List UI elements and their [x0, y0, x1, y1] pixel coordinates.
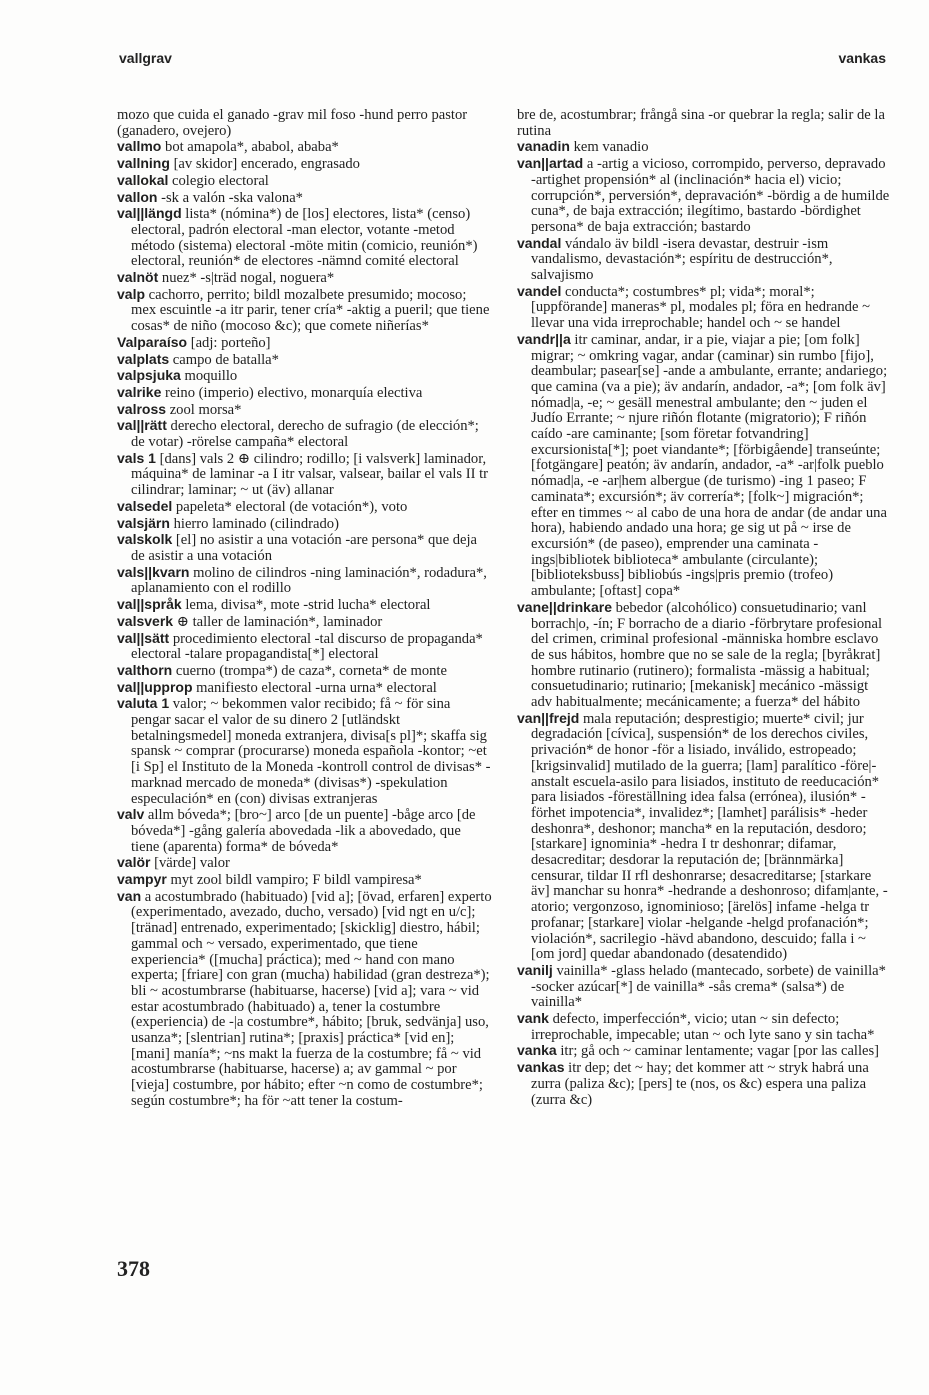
- page-number: 378: [117, 1256, 150, 1281]
- definition: itr dep; det ~ hay; det kommer att ~ stryk habrá una zurra (paliza &c); [pers] te (nos, os &c) espera una paliza (zurra &c): [531, 1060, 869, 1108]
- left-column: [117, 108, 492, 1110]
- definition: cuerno (trompa*) de caza*, corneta* de monte: [175, 662, 447, 679]
- dictionary-entry: [117, 385, 492, 402]
- dictionary-entry: [117, 270, 492, 287]
- dictionary-entry: [117, 402, 492, 419]
- headword: valsjärn: [117, 514, 170, 531]
- headword: valsedel: [117, 497, 173, 514]
- dictionary-entry: [117, 352, 492, 369]
- definition: cachorro, perrito; bildl mozalbete presumido; mocoso; mex escuintle -a itr parir, tener cría* -aktig a pueril; que tiene cosas* de niño (mocoso &c); que comete niñerías*: [131, 286, 490, 335]
- headword: valnöt: [117, 269, 159, 286]
- definition: kem vanadio: [573, 139, 649, 156]
- headword: val||språk: [117, 596, 182, 613]
- definition: zool morsa*: [169, 401, 242, 418]
- headword: vampyr: [117, 871, 167, 888]
- left-guide-word: vallgrav: [119, 50, 172, 66]
- definition: vándalo äv bildl -isera devastar, destruir -ism vandalismo, devastación*; espíritu de destrucción*, salvajismo: [531, 235, 833, 284]
- definition: hierro laminado (cilindrado): [173, 515, 339, 532]
- definition: procedimiento electoral -tal discurso de propaganda* electoral -talare propagandista[*] electoral: [131, 630, 483, 663]
- headword: valsverk: [117, 612, 174, 629]
- headword: val||sätt: [117, 629, 170, 646]
- headword: valör: [117, 854, 151, 871]
- headword: valuta 1: [117, 695, 170, 712]
- headword: valskolk: [117, 531, 173, 548]
- headword: vallmo: [117, 138, 162, 155]
- definition: papeleta* electoral (de votación*), voto: [175, 498, 408, 515]
- dictionary-entry: [117, 173, 492, 190]
- headword: van: [117, 887, 142, 904]
- headword: valrike: [117, 383, 162, 400]
- headword: vankas: [517, 1059, 565, 1076]
- definition: myt zool bildl vampiro; F bildl vampiresa*: [170, 872, 422, 889]
- dictionary-entry: [117, 206, 492, 270]
- dictionary-entry: [517, 108, 892, 139]
- dictionary-entry: [117, 631, 492, 663]
- definition: molino de cilindros -ning laminación*, rodadura*, aplanamiento con el rodillo: [131, 564, 487, 597]
- headword: vandel: [517, 282, 562, 299]
- headword: van||artad: [517, 155, 584, 172]
- headword: vallning: [117, 155, 170, 172]
- dictionary-entry: [517, 156, 892, 236]
- headword: vank: [517, 1010, 549, 1027]
- definition: [dans] vals 2 ⊕ cilindro; rodillo; [i valsverk] laminador, máquina* de laminar -a I itr valsar, valsear, bailar el vals II tr cilindrar; laminar; ~ ut (äv) allanar: [131, 450, 489, 499]
- headword: vals||kvarn: [117, 563, 190, 580]
- dictionary-entry: [517, 332, 892, 600]
- definition: valor; ~ bekommen valor recibido; få ~ för sina pengar sacar el valor de su dinero 2 [utländskt betalningsmedel] moneda extranjera, divisa[s pl]*; skaffa sig spansk ~ comprar (procurarse) moneda española -kontor; ~et [i Sp] el Instituto de la Moneda -kontroll control de divisas* -marknad mercado de moneda* (divisas*) -spekulation especulación* en (con) divisas extranjeras: [131, 696, 491, 807]
- definition: a acostumbrado (habituado) [vid a]; [övad, erfaren] experto (experimentado, avezado, ducho, versado) [vid ngt en u/c]; [tränad] entrenado, experimentado; [skicklig] diestro, hábil; gammal och ~ versado, experimentado, que tiene experiencia* ([mucha] práctica); med ~ hand con mano experta; [friare] con gran (mucha) habilidad (gran destreza*); bli ~ acostumbrarse (habituarse, hacerse) [vid a]; vara ~ vid estar acostumbrado (habituado) a, tener la costumbre (experiencia) de -|a costumbre*, hábito; [bruk, sedvänja] uso, usanza*; [slentrian] rutina*; [praxis] práctica* [vid en]; [mani] manía*; ~ns makt la fuerza de la costumbre; få ~ vid acostumbrarse (habituarse, hacerse) a; av gammal ~ por [vieja] costumbre, por hábito; efter ~n como de costumbre*; según costumbre*; ha för ~att tener la costum-: [131, 888, 492, 1109]
- headword: val||rätt: [117, 417, 167, 434]
- dictionary-entry: [117, 680, 492, 697]
- dictionary-entry: [117, 190, 492, 207]
- definition: [adj: porteño]: [190, 334, 271, 351]
- dictionary-entry: [117, 516, 492, 533]
- dictionary-entry: [117, 368, 492, 385]
- dictionary-entry: [517, 711, 892, 963]
- dictionary-entry: [117, 614, 492, 631]
- dictionary-entry: [117, 108, 492, 139]
- dictionary-entry: [117, 287, 492, 335]
- definition: mozo que cuida el ganado -grav mil foso -hund perro pastor (ganadero, ovejero): [117, 107, 468, 139]
- dictionary-entry: [117, 451, 492, 499]
- headword: vanilj: [517, 961, 553, 978]
- dictionary-entry: [117, 156, 492, 173]
- headword: valthorn: [117, 661, 173, 678]
- dictionary-entry: [517, 1060, 892, 1108]
- headword: vane||drinkare: [517, 598, 612, 615]
- dictionary-entry: [117, 597, 492, 614]
- definition: bebedor (alcohólico) consuetudinario; vanl borrach|o, -ín; F borracho de a diario -förbrytare profesional del crimen, criminal profesional -människa hombre esclavo de sus hábitos, hombre que no se sale de la regla; [byråkrat] hombre rutinario (rutinero); formalista -mässig a habitual; consuetudinario; rutinario; [mekanisk] mecánico -mässigt adv habitualmente; mecánicamente; a fuerza* del hábito: [531, 599, 883, 711]
- dictionary-entry: [517, 1011, 892, 1043]
- dictionary-entry: [117, 565, 492, 597]
- headword: vallon: [117, 188, 158, 205]
- dictionary-entry: [517, 139, 892, 156]
- dictionary-entry: [117, 499, 492, 516]
- headword: vals 1: [117, 449, 156, 466]
- headword: Valparaíso: [117, 333, 188, 350]
- definition: vainilla* -glass helado (mantecado, sorbete) de vainilla* -socker azúcar[*] de vainilla* -sås crema* (salsa*) de vainilla*: [531, 962, 886, 1011]
- definition: -sk a valón -ska valona*: [161, 189, 303, 206]
- headword: val||upprop: [117, 678, 193, 695]
- dictionary-entry: [517, 963, 892, 1011]
- dictionary-entry: [117, 855, 492, 872]
- headword: valplats: [117, 350, 170, 367]
- definition: a -artig a vicioso, corrompido, perverso, depravado -artighet propensión* al (inclinación* hacia el) vicio; corrupción*, perversión*, depravación* -bördig a de humilde cuna*, de baja extracción; ilegítimo, bastardo -bördighet persona* de baja extracción; bastardo: [531, 156, 890, 235]
- definition: moquillo: [184, 368, 238, 385]
- dictionary-entry: [117, 335, 492, 352]
- dictionary-entry: [117, 872, 492, 889]
- dictionary-entry: [517, 284, 892, 332]
- headword: valv: [117, 806, 145, 823]
- headword: valp: [117, 285, 146, 302]
- dictionary-entry: [117, 139, 492, 156]
- dictionary-entry: [117, 663, 492, 680]
- dictionary-entry: [117, 418, 492, 450]
- definition: itr caminar, andar, ir a pie, viajar a pie; [om folk] migrar; ~ omkring vagar, andar (caminar) sin rumbo [fijo], deambular; pasear[se] -ande a ambulante, errante; andariego; que camina (va a pie); äv andarín, andador, -a*; [om folk äv] nómad|a, -e; ~ gesäll menestral ambulante; den ~ juden el Judío Errante; ~ njure riñón flotante (migratorio); F riñón caído -are caminante; [som företar fotvandring] excursionista[*]; poet viandante*; [förbigående] transeúnte; [fotgängare] peatón; äv andarín, andador, -a* -ar|folk pueblo nómad|a, -e -ar|hem albergue (de turismo) -ing 1 paseo; F caminata*; excursión*; äv correría*; [folk~] migración*; efter en timmes ~ al cabo de una hora de andar (de andar una hora), habiendo andado una hora; ge sig ut på ~ irse de excursión* (de paseo), emprender una caminata -ings|bibliotek biblioteca* ambulante (circulante); [biblioteksbuss] bibliobús -ings|pris premio (trofeo) ambulante; [oftast] copa*: [531, 331, 888, 600]
- right-guide-word: vankas: [838, 50, 886, 66]
- definition: lema, divisa*, mote -strid lucha* electoral: [185, 597, 431, 614]
- headword: van||frejd: [517, 709, 580, 726]
- headword: vandr||a: [517, 330, 571, 347]
- dictionary-entry: [117, 696, 492, 807]
- definition: reino (imperio) electivo, monarquía electiva: [165, 384, 423, 401]
- definition: mala reputación; desprestigio; muerte* civil; jur degradación [cívica], suspensión* de los derechos civiles, privación* de honor -för a lisiado, inválido, estropeado; [krigsinvalid] mutilado de la guerra; [lam] paralítico -före|-anstalt escuela-asilo para lisiados, instituto de reeducación* para lisiados -föreställning idea falsa (errónea), ilusión* -förhet impotencia*, invalidez*; [lamhet] parálisis* -heder deshonra*, deshonor; mancha* en la reputación, desdoro; [starkare] ignominia* -hedra I tr deshonrar; difamar, desacreditar; desdorar la reputación de; [brännmärka] censurar, tildar II rfl deshonrarse; desacreditarse; [starkare äv] manchar su honra* -hedrande a deshonroso; difam|ante, -atorio; vergonzoso, ignominioso; [ärelös] infame -helga tr profanar; [starkare] violar -helgande -helgd profanación*; violación*, sacrilegio -hävd abandono, descuido; falla i ~ [om jord] quedar abandonado (desatendido): [531, 710, 888, 963]
- dictionary-entry: [117, 889, 492, 1110]
- definition: [av skidor] encerado, engrasado: [173, 156, 360, 173]
- dictionary-entry: [517, 1043, 892, 1060]
- definition: itr; gå och ~ caminar lentamente; vagar [por las calles]: [560, 1043, 880, 1060]
- right-column: [517, 108, 892, 1108]
- definition: derecho electoral, derecho de sufragio (de elección*; de votar) -rörelse campaña* electoral: [131, 418, 479, 451]
- headword: vandal: [517, 234, 562, 251]
- definition: defecto, imperfección*, vicio; utan ~ sin defecto; irreprochable, impecable; utan ~ och lyte sano y sin tacha*: [531, 1011, 875, 1043]
- definition: bre de, acostumbrar; frångå sina -or quebrar la regla; salir de la rutina: [517, 107, 885, 139]
- definition: conducta*; costumbres* pl; vida*; moral*; [uppförande] maneras* pl, modales pl; föra en hedrande ~ llevar una vida irreprochable; handel och ~ se handel: [531, 283, 870, 332]
- headword: valross: [117, 400, 167, 417]
- headword: valpsjuka: [117, 367, 181, 384]
- definition: bot amapola*, ababol, ababa*: [165, 139, 339, 156]
- headword: vanadin: [517, 138, 570, 155]
- headword: vallokal: [117, 171, 169, 188]
- headword: vanka: [517, 1042, 557, 1059]
- definition: ⊕ taller de laminación*, laminador: [176, 613, 383, 630]
- dictionary-entry: [517, 236, 892, 284]
- definition: [värde] valor: [154, 855, 230, 872]
- dictionary-entry: [117, 807, 492, 855]
- definition: colegio electoral: [172, 172, 269, 189]
- definition: manifiesto electoral -urna urna* electoral: [196, 679, 437, 696]
- definition: allm bóveda*; [bro~] arco [de un puente] -båge arco [de bóveda*] -gång galería abovedada -lik a abovedado, que tiene (aparenta) forma* de bóveda*: [131, 807, 476, 855]
- definition: lista* (nómina*) de [los] electores, lista* (censo) electoral, padrón electoral -man elector, votante -metod método (sistema) electoral -möte mitin (comicio, reunión*) electoral, reunión* de electores -nämnd comité electoral: [131, 206, 478, 270]
- dictionary-entry: [517, 600, 892, 711]
- definition: [el] no asistir a una votación -are persona* que deja de asistir a una votación: [131, 532, 477, 564]
- definition: nuez* -s|träd nogal, noguera*: [161, 270, 335, 287]
- definition: campo de batalla*: [172, 351, 279, 368]
- headword: val||längd: [117, 205, 182, 222]
- dictionary-entry: [117, 532, 492, 564]
